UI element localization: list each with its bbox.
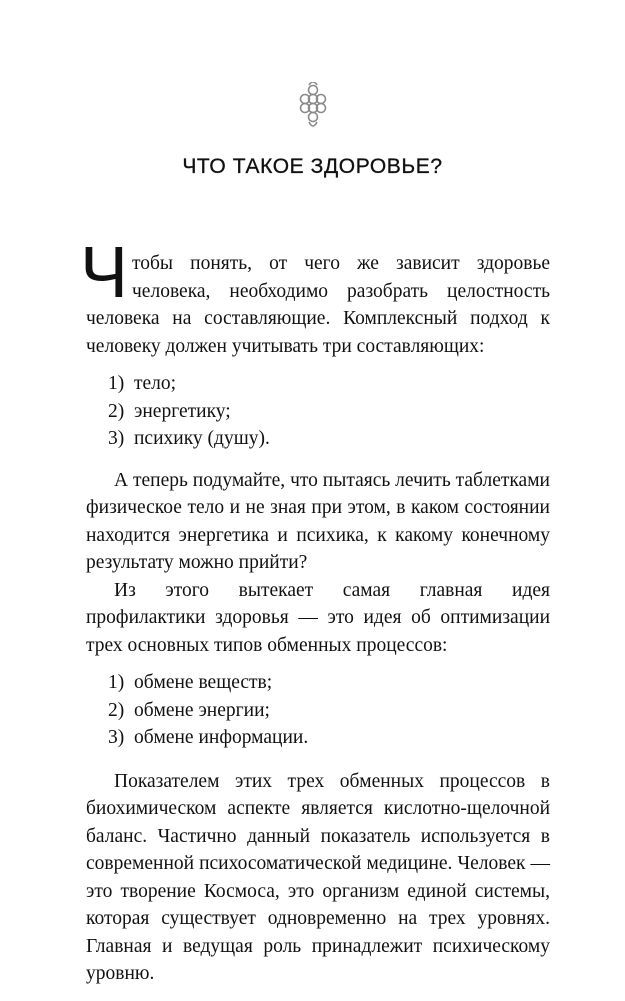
exchange-list (86, 669, 550, 752)
list-item: 2) энергетику; (108, 400, 231, 422)
article-body (80, 233, 550, 988)
intro-paragraph (80, 233, 550, 360)
list-item: 2) обмене энергии; (108, 699, 270, 721)
components-list (86, 370, 550, 453)
paragraph: Из этого вытекает самая главная идея профилактики здоровья — это идея об оптимизации трех основных типов обменных процессов: (86, 579, 550, 656)
page-title: ЧТО ТАКОЕ ЗДОРОВЬЕ? (182, 155, 443, 178)
celtic-knot-ornament-icon (295, 82, 331, 132)
list-item: 1) тело; (108, 373, 177, 394)
drop-cap: Ч (80, 233, 128, 313)
paragraph: А теперь подумайте, что пытаясь лечить таблетками физическое тело и не зная при этом, в каком состоянии находится энергетика и психика, к какому конечному результату можно прийти? (86, 469, 550, 573)
list-item: 1) обмене веществ; (108, 672, 273, 693)
paragraph: Показателем этих трех обменных процессов в биохимическом аспекте является кислотно-щелочной баланс. Частично данный показатель используется в современной психосоматической медицине. Человек — это творение Космоса, это организм единой системы, которая существует одновременно на трех уровнях. Главная и ведущая роль принадлежит психическому уровню. (86, 770, 550, 984)
intro-text: тобы понять, от чего же зависит здоровье человека, необходимо разобрать целостность человека на составляющие. Комплексный подход к человеку должен учитывать три составляющих: (86, 253, 550, 357)
list-item: 3) психику (душу). (108, 428, 270, 449)
list-item: 3) обмене информации. (108, 727, 309, 748)
